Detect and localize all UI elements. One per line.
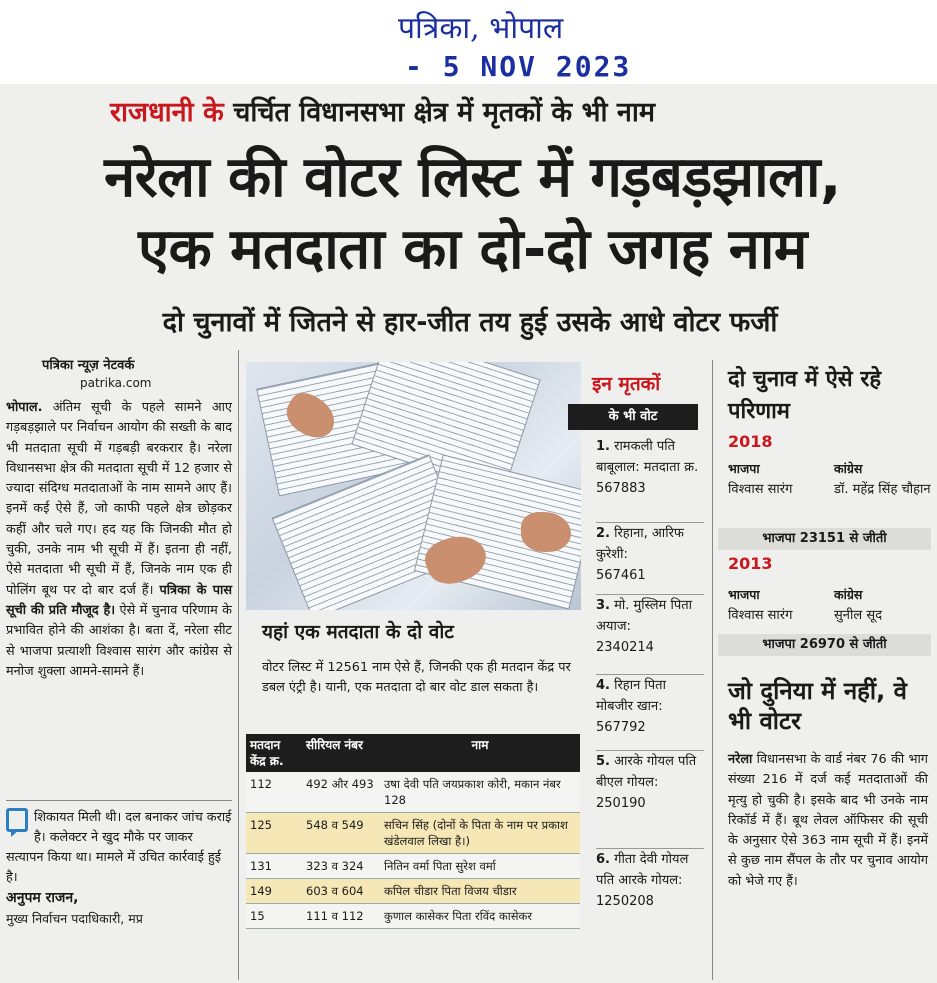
item-number: 6. (596, 852, 610, 867)
table-cell: 149 (246, 879, 302, 904)
kicker-text: चर्चित विधानसभा क्षेत्र में मृतकों के भी नाम (233, 97, 655, 128)
item-voter-id: 1250208 (596, 894, 654, 909)
list-item (596, 751, 704, 849)
list-item (596, 675, 704, 751)
byline-site: patrika.com (80, 376, 152, 390)
election-result: भाजपा 26970 से जीती (718, 634, 931, 656)
table-row (246, 854, 580, 879)
item-number: 1. (596, 439, 610, 454)
table-header: नाम (380, 734, 580, 772)
subheadline: दो चुनावों में जितने से हार-जीत तय हुई उसके आधे वोटर फर्जी (162, 307, 778, 338)
bjp-candidate: विश्वास सारंग (728, 608, 793, 623)
bjp-candidate: विश्वास सारंग (728, 482, 793, 497)
bjp-label: भाजपा (728, 587, 760, 602)
table-cell: 492 और 493 (302, 772, 380, 813)
dateline: भोपाल. (6, 400, 43, 415)
stamp-date: - 5 NOV 2023 (405, 50, 632, 83)
dead-voters-lead: नरेला (728, 752, 753, 767)
list-item (596, 523, 704, 595)
table-row (246, 813, 580, 854)
item-number: 5. (596, 754, 610, 769)
table-cell: कुणाल कासेकर पिता रविंद कासेकर (380, 904, 580, 929)
dead-voters-body (728, 750, 928, 892)
stamp-publication: पत्रिका, भोपाल (398, 11, 564, 46)
table-cell: 15 (246, 904, 302, 929)
table-row (246, 772, 580, 813)
item-number: 3. (596, 598, 610, 613)
list-item (596, 849, 704, 945)
headline-line-2: एक मतदाता का दो-दो जगह नाम (138, 217, 807, 282)
article-paragraph-2: ऐसे में चुनाव परिणाम के प्रभावित होने की आशंका है। बता दें, नरेला सीट से भाजपा प्रत्याशी विश्वास सारंग और कांग्रेस से मनोज शुक्ला आमने-सामने हैं। (6, 602, 232, 679)
table-cell: 323 व 324 (302, 854, 380, 879)
table-cell: 131 (246, 854, 302, 879)
item-number: 2. (596, 526, 610, 541)
table-cell: 125 (246, 813, 302, 854)
item-text: मो. मुस्लिम पिता अयाज: (596, 598, 692, 634)
kicker (110, 92, 850, 129)
item-text: आरके गोयल पति बीएल गोयल: (596, 754, 697, 790)
inc-candidate: सुनील सूद (834, 608, 883, 623)
kicker-highlight: राजधानी के (110, 97, 224, 128)
item-voter-id: 567883 (596, 481, 646, 496)
item-text: रामकली पति बाबूलाल: मतदाता क्र. (596, 439, 699, 475)
deceased-heading: इन मृतकों (592, 373, 661, 395)
list-item (596, 436, 704, 523)
column-divider (238, 350, 239, 980)
table-row (246, 904, 580, 929)
dead-voters-text: विधानसभा के वार्ड नंबर 76 की भाग संख्या 216 में दर्ज कई मतदाताओं की मृत्यु हो चुकी है। इसके बाद भी उनके नाम रिकॉर्ड में हैं। बूथ लेवल ऑफिसर की सूची के अनुसार ऐसे 363 नाम सूची में हैं। इनमें से कुछ नाम सैंपल के तौर पर चुनाव आयोग को भेजे गए हैं। (728, 752, 928, 889)
column-divider (712, 360, 713, 980)
main-article-body (6, 398, 232, 682)
table-cell: उषा देवी पति जयप्रकाश कोरी, मकान नंबर 128 (380, 772, 580, 813)
duplicate-box-desc: वोटर लिस्ट में 12561 नाम ऐसे हैं, जिनकी एक ही मतदान केंद्र पर डबल एंट्री है। यानी, एक मतदाता दो बार वोट डाल सकता है। (262, 660, 571, 695)
byline-agency: पत्रिका न्यूज़ नेटवर्क (42, 358, 135, 373)
duplicate-voters-table (246, 734, 580, 929)
article-bold-sentence: पत्रिका के पास सूची की प्रति मौजूद है। (6, 582, 232, 618)
list-item (596, 595, 704, 675)
inc-candidate: डॉ. महेंद्र सिंह चौहान (834, 482, 931, 497)
item-text: गीता देवी गोयल पति आरके गोयल: (596, 852, 689, 888)
table-cell: 603 व 604 (302, 879, 380, 904)
table-cell: सचिन सिंह (दोनों के पिता के नाम पर प्रकाश खंडेलवाल लिखा है।) (380, 813, 580, 854)
item-voter-id: 2340214 (596, 640, 654, 655)
table-header: मतदान केंद्र क्र. (246, 734, 302, 772)
item-text: रिहाना, आरिफ कुरेशी: (596, 526, 684, 562)
deceased-subheading: के भी वोट (568, 404, 698, 430)
table-row (246, 879, 580, 904)
quote-signer: अनुपम राजन, (6, 890, 79, 906)
election-result: भाजपा 23151 से जीती (718, 528, 931, 550)
table-cell: 112 (246, 772, 302, 813)
item-voter-id: 567792 (596, 720, 646, 735)
quote-icon (6, 808, 28, 832)
hand (521, 512, 571, 552)
duplicate-box-title: यहां एक मतदाता के दो वोट (262, 621, 454, 643)
dead-voters-title: जो दुनिया में नहीं, वे भी वोटर (728, 677, 907, 735)
deceased-list (596, 436, 704, 945)
item-number: 4. (596, 678, 610, 693)
table-cell: नितिन वर्मा पिता सुरेश वर्मा (380, 854, 580, 879)
quote-signer-title: मुख्य निर्वाचन पदाधिकारी, मप्र (6, 911, 143, 926)
quote-text: शिकायत मिली थी। दल बनाकर जांच कराई है। कलेक्टर ने खुद मौके पर जाकर सत्यापन किया था। मामले में उचित कार्रवाई हुई है। (6, 810, 232, 885)
headline-line-1: नरेला की वोटर लिस्ट में गड़बड़झाला, (104, 145, 841, 210)
item-voter-id: 250190 (596, 796, 646, 811)
election-year: 2013 (728, 554, 773, 573)
voter-list-photo (246, 362, 581, 610)
item-text: रिहान पिता मोबजीर खान: (596, 678, 666, 714)
table-cell: कपिल चीडार पिता विजय चीडार (380, 879, 580, 904)
article-paragraph-1: अंतिम सूची के पहले सामने आए गड़बड़झाले पर निर्वाचन आयोग की सख्ती के बाद भी मतदाता सूची में गड़बड़ी बरकरार है। नरेला विधानसभा क्षेत्र की मतदाता सूची में 12 हजार से ज्यादा संदिग्ध मतदाताओं के नाम सामने आए हैं। इनमें कई ऐसे हैं, जो काफी पहले क्षेत्र छोड़कर कहीं और चले गए। हद यह कि जिनकी मौत हो चुकी, उनके नाम भी सूची में हैं। इतना ही नहीं, ऐसे मतदाता भी सूची में हैं, जिनके नाम एक ही पोलिंग बूथ पर दो बार दर्ज हैं। (6, 400, 232, 598)
item-voter-id: 567461 (596, 568, 646, 583)
table-cell: 111 व 112 (302, 904, 380, 929)
table-header: सीरियल नंबर (302, 734, 380, 772)
inc-label: कांग्रेस (834, 461, 863, 476)
inc-label: कांग्रेस (834, 587, 863, 602)
table-cell: 548 व 549 (302, 813, 380, 854)
divider (6, 800, 232, 801)
results-title: दो चुनाव में ऐसे रहे परिणाम (728, 367, 882, 424)
bjp-label: भाजपा (728, 461, 760, 476)
election-year: 2018 (728, 432, 773, 451)
official-quote (6, 808, 232, 930)
